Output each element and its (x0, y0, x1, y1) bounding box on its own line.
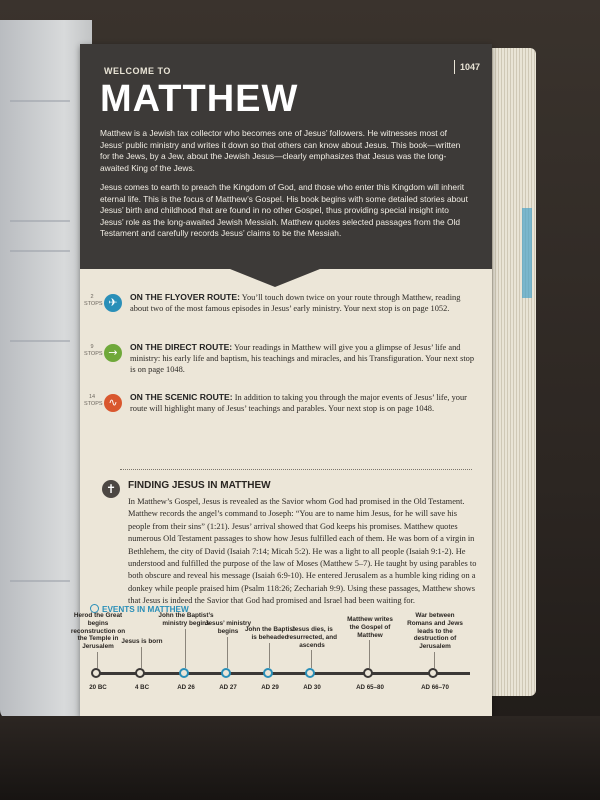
route-body: Your readings in Matthew will give you a glimpse of Jesus’ life and ministry: his early life and baptism, his teachings and miracles, and his Transfiguration. Your next stop is on page 1048. (130, 343, 475, 375)
event-label: John the Baptist’s ministry begins (158, 612, 214, 627)
event-label: Jesus is born (121, 638, 163, 645)
route-heading: ON THE SCENIC ROUTE: (130, 392, 233, 402)
event-label: John the Baptist is beheaded (244, 626, 296, 641)
arrow-right-icon: → (104, 344, 122, 362)
event-node (363, 668, 373, 678)
page-title: MATTHEW (100, 78, 299, 120)
stops-count (84, 344, 103, 358)
route-heading: ON THE DIRECT ROUTE: (130, 342, 233, 352)
timeline-event (407, 612, 463, 691)
event-tick (311, 650, 312, 668)
stops-count (84, 294, 103, 308)
page-number: 1047 (459, 62, 480, 72)
event-node (263, 668, 273, 678)
header-kicker: WELCOME TO (104, 66, 171, 76)
table-foreground (0, 716, 600, 800)
page-edge-tab (522, 208, 532, 298)
finding-body: In Matthew’s Gospel, Jesus is revealed as the Savior whom God had promised in the Old Testament. Matthew records the angel’s command to Joseph: “You are to name him Jesus, for he will save his people from their sins” (1:21). Jesus’ arrival showed that God keeps his promises. Matthew quotes numerous Old Testament passages to show how Jesus fulfilled each of them. He was born of a virgin in Bethlehem, the city of David (Isaiah 7:14; Micah 5:2). He was a light to all people (Isaiah 9:1-2). He understood and fulfilled the purpose of the law of Moses (Matthew 5–7). He taught by using parables to both obscure and reveal his message (Isaiah 6:9-10). He entered Jerusalem as a humble king riding on a donkey while people praised him (Psalm 118:26; Zechariah 9:9). Using these passages, Matthew shows that Jesus is indeed the Savior that God had promised and Israel had been waiting for. (128, 497, 477, 606)
timeline-event (284, 626, 340, 691)
intro-paragraph-1: Matthew is a Jewish tax collector who becomes one of Jesus’ followers. He witnesses most of Jesus’ public ministry and writes it down so that others can know about Jesus. This book—written for the Jews, by a Jew, about the Jewish Jesus—clearly emphasizes that Jesus was the long-awaited King of the Jews. (100, 128, 461, 173)
event-node (179, 668, 189, 678)
book-page (70, 44, 492, 716)
event-node (221, 668, 231, 678)
stops-label: STOPS (84, 401, 103, 407)
events-label: EVENTS IN MATTHEW (102, 605, 189, 614)
event-date: AD 30 (303, 684, 321, 691)
stops-number: 2 (90, 294, 94, 300)
timeline-line (94, 672, 470, 675)
event-tick (369, 640, 370, 668)
header-pointer (230, 269, 320, 287)
cross-icon: ✝ (102, 480, 120, 498)
stops-label: STOPS (84, 301, 103, 307)
event-date: 20 BC (89, 684, 107, 691)
event-tick (185, 629, 186, 668)
event-tick (269, 643, 270, 668)
event-date: 4 BC (134, 684, 150, 691)
stops-number: 9 (90, 344, 94, 350)
route-body: You’ll touch down twice on your route through Matthew, reading about two of the most famous episodes in Jesus’ early ministry. Your next stop is on page 1052. (130, 293, 461, 314)
event-node (91, 668, 101, 678)
event-date: AD 29 (261, 684, 279, 691)
event-date: AD 26 (177, 684, 195, 691)
timeline-event (342, 616, 398, 691)
faded-text-line (10, 220, 70, 222)
event-tick (141, 647, 142, 668)
route-description (130, 392, 480, 414)
route-direct (80, 340, 492, 390)
event-date: AD 27 (219, 684, 237, 691)
stops-number: 14 (88, 394, 96, 400)
event-label: Matthew writes the Gospel of Matthew (347, 616, 393, 639)
finding-title: FINDING JESUS IN MATTHEW (128, 480, 271, 491)
event-date: AD 66–70 (421, 684, 449, 691)
event-label: War between Romans and Jews leads to the destruction of Jerusalem (407, 612, 463, 651)
page-header (80, 44, 492, 269)
event-tick (97, 652, 98, 668)
event-label: Herod the Great begins reconstruction on the Temple in Jerusalem (70, 612, 126, 651)
event-node (135, 668, 145, 678)
faded-text-line (10, 340, 70, 342)
event-tick (434, 652, 435, 668)
airplane-icon: ✈ (104, 294, 122, 312)
event-node (428, 668, 438, 678)
route-heading: ON THE FLYOVER ROUTE: (130, 292, 240, 302)
faded-text-line (10, 100, 70, 102)
route-description (130, 342, 480, 376)
event-label: Jesus dies, is resurrected, and ascends (286, 626, 338, 649)
event-date: AD 65–80 (356, 684, 384, 691)
wave-icon: ∿ (104, 394, 122, 412)
route-scenic (80, 390, 492, 440)
event-node (305, 668, 315, 678)
route-flyover (80, 290, 492, 340)
faded-text-line (10, 250, 70, 252)
faded-text-line (10, 580, 70, 582)
event-label: Jesus’ ministry begins (204, 620, 252, 635)
stops-count (84, 394, 103, 408)
intro-paragraph-2: Jesus comes to earth to preach the Kingdom of God, and those who enter this Kingdom will inherit eternal life. This is the focus of Matthew’s Gospel. His book begins with some detailed stories about Jesus’ birth and childhood that are found in no other Gospel, thus providing special insight into Jesus’ role as the long-awaited Jewish Messiah. Matthew quotes selected passages from the Old Testament and carefully records Jesus’ claims to be the Messiah. (100, 182, 468, 239)
route-body: In addition to taking you through the major events of Jesus’ life, your route will highlight many of Jesus’ teachings and parables. Your next stop is on page 1048. (130, 393, 467, 414)
event-tick (227, 637, 228, 668)
section-divider (120, 469, 472, 470)
route-description (130, 292, 480, 314)
stops-label: STOPS (84, 351, 103, 357)
timeline-event (114, 638, 170, 691)
